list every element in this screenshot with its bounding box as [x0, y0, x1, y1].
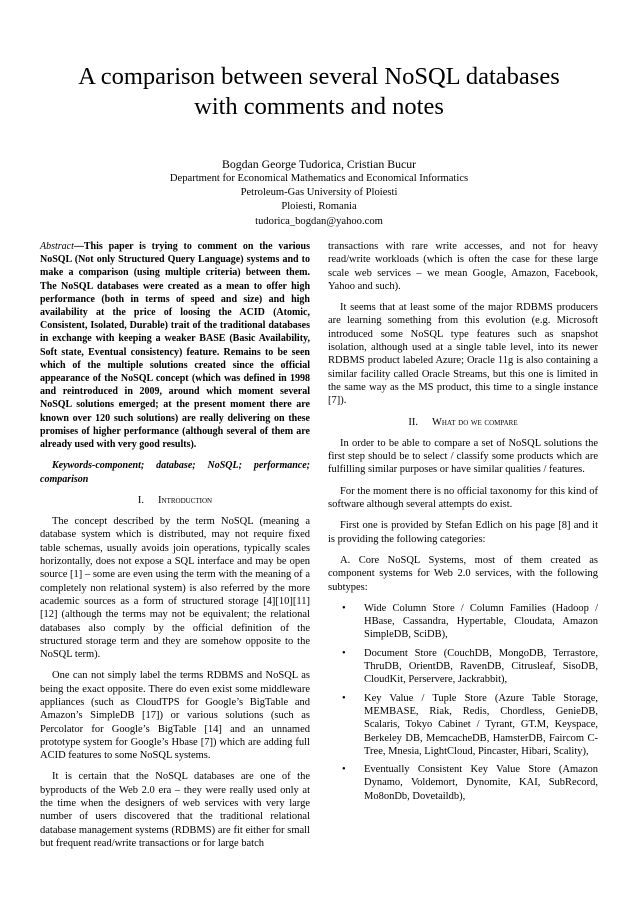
- affiliation-department: Department for Economical Mathematics and Economical Informatics: [169, 173, 469, 184]
- list-item-text: Document Store (CouchDB, MongoDB, Terrastore, ThruDB, OrientDB, RavenDB, Citrusleaf, SisoDB, CloudKit, Perservere, Jackrabbit),: [364, 647, 598, 686]
- section-title: What do we compare: [432, 416, 518, 428]
- bullet-icon: •: [342, 647, 346, 659]
- bullet-icon: •: [342, 692, 346, 704]
- paragraph: First one is provided by Stefan Edlich on his page [8] and it is providing the following categories:: [328, 520, 598, 545]
- title-line-2: with comments and notes: [194, 93, 444, 120]
- abstract: [40, 240, 310, 451]
- title-line-1: A comparison between several NoSQL databases: [78, 63, 560, 90]
- affiliation-university: Petroleum-Gas University of Ploiesti: [240, 187, 398, 199]
- section-number: I.: [137, 494, 145, 506]
- authors: Bogdan George Tudorica, Cristian Bucur: [221, 157, 417, 171]
- paragraph: A. Core NoSQL Systems, most of them created as component systems for Web 2.0 services, with the following subtypes:: [328, 554, 598, 593]
- section-heading-what-do-we-compare: [328, 416, 598, 429]
- left-column: [40, 240, 310, 858]
- paragraph: For the moment there is no official taxonomy for this kind of software although several attempts do exist.: [328, 485, 598, 511]
- list-item: [328, 647, 598, 687]
- list-item-text: Key Value / Tuple Store (Azure Table Storage, MEMBASE, Riak, Redis, Chordless, GenieDB, Scalaris, Tokyo Cabinet / Tyrant, GT.M, Keyspace, Berkeley DB, MemcacheDB, HamsterDB, Faircom C-Tree, Mnesia, LightCloud, Pincaster, Hibari, Scality),: [364, 692, 598, 757]
- section-number: II.: [408, 416, 419, 428]
- affiliation: [60, 172, 578, 229]
- section-title: Introduction: [158, 494, 213, 506]
- abstract-text: —This paper is trying to comment on the various NoSQL (Not only Structured Query Language) systems and to make a comparison (using multiple criteria) between them. The NoSQL databases were created as a mean to offer high performance (both in terms of speed and size) and high availability at the price of loosing the ACID (Atomic, Consistent, Isolated, Durable) trait of the traditional databases in exchange with keeping a weaker BASE (Basic Availability, Soft state, Eventual consistency) feature. Remains to be seen which of the multiple solutions created since the official appearance of the NoSQL concept (which was defined in 1998 and reintroduced in 2009, around which moment several NoSQL solutions emerged; at the present moment there are known over 120 such solutions) are really delivering on these promises of higher performance (although several of them are already used with very good results).: [40, 241, 310, 451]
- list-item-text: Eventually Consistent Key Value Store (Amazon Dynamo, Voldemort, Dynomite, KAI, SubRecord, Mo8onDb, Dovetaildb),: [364, 764, 598, 802]
- paragraph: It is certain that the NoSQL databases are one of the byproducts of the Web 2.0 era – they were really used only at the time when the designers of web services with very large number of users discovered that the traditional relational database management systems (RDBMS) are fit either for small but frequent read/write transactions or for large batch: [40, 771, 310, 849]
- paragraph: transactions with rare write accesses, and not for heavy read/write workloads (which is often the case for these large scale web services – we mean Google, Amazon, Facebook, Yahoo and such).: [328, 241, 598, 292]
- keywords: Keywords-component; database; NoSQL; performance; comparison: [40, 460, 310, 485]
- paragraph: One can not simply label the terms RDBMS and NoSQL as being the exact opposite. There do even exist some middleware appliances (such as CloudTPS for Google’s BigTable and Amazon’s SimpleDB [17]) or various solutions (such as Percolator for Google’s BigTable [14] and an unnamed prototype system for Google’s Hbase [7]) which are adding full ACID features to some NoSQL systems.: [40, 670, 310, 762]
- list-item: [328, 692, 598, 758]
- right-column: [328, 240, 598, 808]
- bullet-list: [328, 602, 598, 803]
- list-item: [328, 763, 598, 803]
- affiliation-email: tudorica_bogdan@yahoo.com: [255, 215, 383, 227]
- list-item-text: Wide Column Store / Column Families (Hadoop / HBase, Cassandra, Hypertable, Cloudata, Amazon SimpleDB, SciDB),: [364, 602, 598, 641]
- paragraph: The concept described by the term NoSQL (meaning a database system which is distributed, may not require fixed table schemas, usually avoids join operations, typically scales horizontally, does not expose a SQL interface and may be open source [1] – some are even using the term with the meaning of a completely non relational system) is also referred by the more academic sources as a form of structured storage [4][10][11][12] (although the terms may not be equivalent; the relational databases also comply by the official definition of the structured storage term and they are somehow opposite to the NoSQL term).: [40, 516, 310, 661]
- abstract-label: Abstract: [40, 241, 74, 252]
- bullet-icon: •: [342, 602, 346, 614]
- bullet-icon: •: [342, 764, 346, 776]
- paragraph: It seems that at least some of the major RDBMS producers are learning something from this evolution (e.g. Microsoft introduced some NoSQL type features such as snapshot isolation, although used at a single table level, into its newer RDBMS product labeled Azure; Oracle 11g is also containing a similar facility called Oracle Streams, but this one is limited in the same way as the MS product, this time to a single instance [7]).: [328, 302, 598, 407]
- paper-title: [40, 62, 598, 122]
- affiliation-location: Ploiesti, Romania: [281, 201, 357, 213]
- list-item: [328, 602, 598, 642]
- paragraph: In order to be able to compare a set of NoSQL solutions the first step should be to select / classify some products which are fulfilling similar purposes or have similar qualities / features.: [328, 437, 598, 476]
- section-heading-introduction: [40, 494, 310, 507]
